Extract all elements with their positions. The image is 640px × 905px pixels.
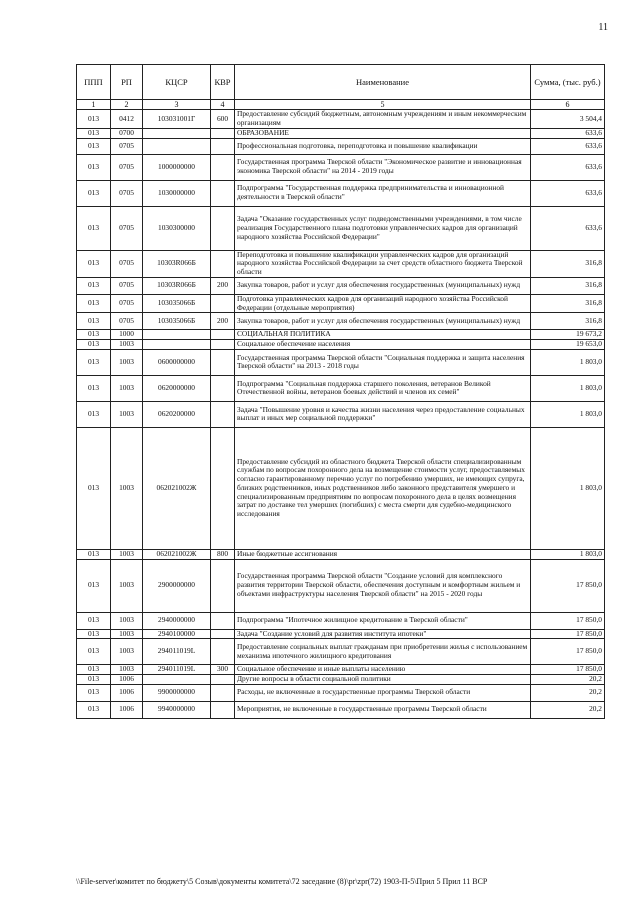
cell-kcsr: 1030300000 [143,206,211,250]
cell-sum: 316,8 [531,313,605,330]
cell-kcsr: 9940000000 [143,701,211,718]
cell-kcsr: 062021002Ж [143,427,211,549]
cell-rp: 1003 [111,639,143,665]
table-row [77,294,605,312]
cell-rp: 0412 [111,110,143,128]
cell-kvr [211,330,235,340]
cell-name: Профессиональная подготовка, переподготовка и повышение квалификации [235,138,531,154]
cell-kcsr [143,674,211,684]
cell-kvr: 800 [211,549,235,559]
header-row [77,65,605,100]
cell-sum: 17 850,0 [531,559,605,612]
cell-rp: 1003 [111,401,143,427]
cell-ppp: 013 [77,612,111,629]
cell-kvr [211,701,235,718]
cell-rp: 1006 [111,684,143,701]
cell-ppp: 013 [77,639,111,665]
cell-sum: 17 850,0 [531,639,605,665]
cell-kvr [211,206,235,250]
cell-name: Социальное обеспечение и иные выплаты населению [235,665,531,675]
cell-kvr [211,128,235,138]
cell-ppp: 013 [77,684,111,701]
cell-sum: 1 803,0 [531,549,605,559]
cell-ppp: 013 [77,110,111,128]
cell-kvr [211,294,235,312]
column-header-rp: РП [111,65,143,100]
table-row [77,665,605,675]
column-number-row [77,100,605,110]
cell-name: Задача "Оказание государственных услуг подведомственными учреждениями, в том числе реализация Государственного плана подготовки управленческих кадров для организаций народного хозяйства Российской Федерации" [235,206,531,250]
cell-ppp: 013 [77,559,111,612]
table-row [77,340,605,350]
cell-ppp: 013 [77,665,111,675]
cell-name: Социальное обеспечение населения [235,340,531,350]
column-number: 3 [143,100,211,110]
cell-kcsr: 0600000000 [143,349,211,375]
cell-rp: 0705 [111,277,143,294]
cell-ppp: 013 [77,154,111,180]
cell-kcsr: 2940100000 [143,629,211,639]
cell-rp: 1003 [111,559,143,612]
column-header-kvr: КВР [211,65,235,100]
table-row [77,549,605,559]
cell-rp: 0705 [111,313,143,330]
cell-name: Предоставление субсидий из областного бюджета Тверской области специализированным службам по вопросам похоронного дела на возмещение стоимости услуг, предоставляемых согласно гарантированному перечню услуг по погребению умерших, не имеющих супруга, близких родственников, иных родственников либо законного представителя умершего и специализированным предприятиям по вопросам похоронного дела в целях возмещения затрат по доставке тел умерших (погибших) с места смерти для судебно-медицинского исследования [235,427,531,549]
cell-name: Подпрограмма "Государственная поддержка предпринимательства и инновационной деятельности в Тверской области" [235,180,531,206]
cell-kvr [211,375,235,401]
cell-rp: 0705 [111,180,143,206]
cell-ppp: 013 [77,277,111,294]
cell-ppp: 013 [77,701,111,718]
column-header-sum: Сумма, (тыс. руб.) [531,65,605,100]
table-row [77,427,605,549]
cell-kcsr: 10303R066Б [143,250,211,277]
cell-kvr [211,629,235,639]
cell-rp: 0705 [111,250,143,277]
cell-kcsr: 10303R066Б [143,277,211,294]
cell-sum: 633,6 [531,138,605,154]
cell-ppp: 013 [77,313,111,330]
cell-sum: 20,2 [531,701,605,718]
cell-rp: 0705 [111,294,143,312]
cell-kcsr: 0620200000 [143,401,211,427]
cell-sum: 1 803,0 [531,375,605,401]
cell-name: Задача "Создание условий для развития института ипотеки" [235,629,531,639]
table-row [77,180,605,206]
cell-kvr [211,250,235,277]
table-row [77,701,605,718]
cell-ppp: 013 [77,138,111,154]
cell-kvr [211,340,235,350]
cell-sum: 17 850,0 [531,629,605,639]
cell-name: Мероприятия, не включенные в государственные программы Тверской области [235,701,531,718]
cell-name: Другие вопросы в области социальной политики [235,674,531,684]
cell-kvr [211,427,235,549]
cell-rp: 0705 [111,138,143,154]
cell-ppp: 013 [77,180,111,206]
footer-file-path: \\File-server\комитет по бюджету\5 Созыв\документы комитета\72 заседание (8)\pr\zpr(72) 1903-П-5\Прил 5 Прил 11 ВСР [76,877,488,886]
cell-sum: 1 803,0 [531,427,605,549]
cell-sum: 19 653,0 [531,340,605,350]
cell-rp: 1000 [111,330,143,340]
table-row [77,349,605,375]
cell-kcsr: 103035066Б [143,294,211,312]
cell-kcsr [143,138,211,154]
table-row [77,559,605,612]
cell-rp: 1003 [111,427,143,549]
cell-kvr [211,559,235,612]
cell-sum: 3 504,4 [531,110,605,128]
table-row [77,612,605,629]
cell-kvr: 300 [211,665,235,675]
table-row [77,277,605,294]
cell-kvr [211,180,235,206]
table-row [77,639,605,665]
table-row [77,250,605,277]
cell-name: Государственная программа Тверской области "Социальная поддержка и защита населения Тверской области" на 2013 - 2018 годы [235,349,531,375]
cell-sum: 20,2 [531,684,605,701]
cell-ppp: 013 [77,674,111,684]
cell-sum: 633,6 [531,206,605,250]
table-row [77,375,605,401]
cell-kvr [211,639,235,665]
cell-rp: 1003 [111,629,143,639]
cell-name: Переподготовка и повышение квалификации управленческих кадров для организаций народного хозяйства Российской Федерации за счет средств областного бюджета Тверской области [235,250,531,277]
table-row [77,110,605,128]
cell-kcsr: 2940000000 [143,612,211,629]
column-header-kcsr: КЦСР [143,65,211,100]
cell-rp: 1003 [111,349,143,375]
cell-ppp: 013 [77,427,111,549]
table-body [77,100,605,719]
cell-name: Подпрограмма "Ипотечное жилищное кредитование в Тверской области" [235,612,531,629]
cell-rp: 1006 [111,701,143,718]
cell-kvr [211,674,235,684]
cell-name: Государственная программа Тверской области "Создание условий для комплексного развития территории Тверской области, обеспечения доступным и комфортным жильем и объектами инфраструктуры населения Тверской области" на 2015 - 2020 годы [235,559,531,612]
cell-kvr: 200 [211,313,235,330]
cell-kcsr [143,128,211,138]
cell-ppp: 013 [77,401,111,427]
cell-sum: 17 850,0 [531,665,605,675]
cell-sum: 316,8 [531,294,605,312]
cell-kvr: 600 [211,110,235,128]
cell-sum: 19 673,2 [531,330,605,340]
cell-sum: 17 850,0 [531,612,605,629]
cell-kcsr: 103035066Б [143,313,211,330]
column-number: 1 [77,100,111,110]
table-row [77,138,605,154]
budget-table [76,64,605,719]
cell-rp: 1003 [111,665,143,675]
cell-sum: 633,6 [531,128,605,138]
cell-kcsr [143,340,211,350]
cell-kcsr: 1000000000 [143,154,211,180]
cell-sum: 316,8 [531,277,605,294]
cell-ppp: 013 [77,340,111,350]
cell-kcsr: 103031001Г [143,110,211,128]
cell-kcsr: 1030000000 [143,180,211,206]
cell-name: СОЦИАЛЬНАЯ ПОЛИТИКА [235,330,531,340]
cell-kvr [211,401,235,427]
column-number: 6 [531,100,605,110]
cell-kvr [211,154,235,180]
cell-kvr: 200 [211,277,235,294]
cell-ppp: 013 [77,206,111,250]
cell-ppp: 013 [77,549,111,559]
cell-kcsr: 0620000000 [143,375,211,401]
cell-ppp: 013 [77,250,111,277]
cell-kcsr: 294011019L [143,639,211,665]
cell-kvr [211,349,235,375]
cell-kcsr: 9900000000 [143,684,211,701]
cell-sum: 633,6 [531,180,605,206]
cell-name: Государственная программа Тверской области "Экономическое развитие и инновационная экономика Тверской области" на 2014 - 2019 годы [235,154,531,180]
cell-name: Задача "Повышение уровня и качества жизни населения через предоставление социальных выплат и иных мер социальной поддержки" [235,401,531,427]
cell-rp: 0705 [111,154,143,180]
page-number: 11 [598,22,608,33]
cell-ppp: 013 [77,375,111,401]
table-row [77,154,605,180]
table-row [77,330,605,340]
column-number: 2 [111,100,143,110]
cell-rp: 0700 [111,128,143,138]
cell-kvr [211,138,235,154]
table-row [77,313,605,330]
cell-kcsr: 294011019L [143,665,211,675]
cell-name: Расходы, не включенные в государственные программы Тверской области [235,684,531,701]
cell-kvr [211,684,235,701]
cell-rp: 1003 [111,340,143,350]
cell-sum: 316,8 [531,250,605,277]
cell-sum: 20,2 [531,674,605,684]
cell-sum: 1 803,0 [531,401,605,427]
table-row [77,674,605,684]
cell-ppp: 013 [77,128,111,138]
column-header-ppp: ППП [77,65,111,100]
cell-name: Иные бюджетные ассигнования [235,549,531,559]
cell-name: Подготовка управленческих кадров для организаций народного хозяйства Российской Федерации (отдельные мероприятия) [235,294,531,312]
table-row [77,684,605,701]
cell-rp: 1003 [111,612,143,629]
cell-rp: 1003 [111,375,143,401]
cell-rp: 0705 [111,206,143,250]
cell-rp: 1003 [111,549,143,559]
column-number: 5 [235,100,531,110]
cell-name: Предоставление субсидий бюджетным, автономным учреждениям и иным некоммерческим организациям [235,110,531,128]
cell-kcsr: 2900000000 [143,559,211,612]
cell-kvr [211,612,235,629]
cell-ppp: 013 [77,349,111,375]
cell-name: ОБРАЗОВАНИЕ [235,128,531,138]
cell-sum: 1 803,0 [531,349,605,375]
cell-ppp: 013 [77,330,111,340]
cell-kcsr [143,330,211,340]
column-header-name: Наименование [235,65,531,100]
cell-ppp: 013 [77,294,111,312]
cell-ppp: 013 [77,629,111,639]
cell-rp: 1006 [111,674,143,684]
table-row [77,629,605,639]
cell-name: Закупка товаров, работ и услуг для обеспечения государственных (муниципальных) нужд [235,313,531,330]
table-row [77,206,605,250]
table-row [77,401,605,427]
cell-kcsr: 062021002Ж [143,549,211,559]
cell-sum: 633,6 [531,154,605,180]
table-row [77,128,605,138]
cell-name: Закупка товаров, работ и услуг для обеспечения государственных (муниципальных) нужд [235,277,531,294]
column-number: 4 [211,100,235,110]
cell-name: Предоставление социальных выплат гражданам при приобретении жилья с использованием механизма ипотечного жилищного кредитования [235,639,531,665]
cell-name: Подпрограмма "Социальная поддержка старшего поколения, ветеранов Великой Отечественной войны, ветеранов боевых действий и членов их семей" [235,375,531,401]
